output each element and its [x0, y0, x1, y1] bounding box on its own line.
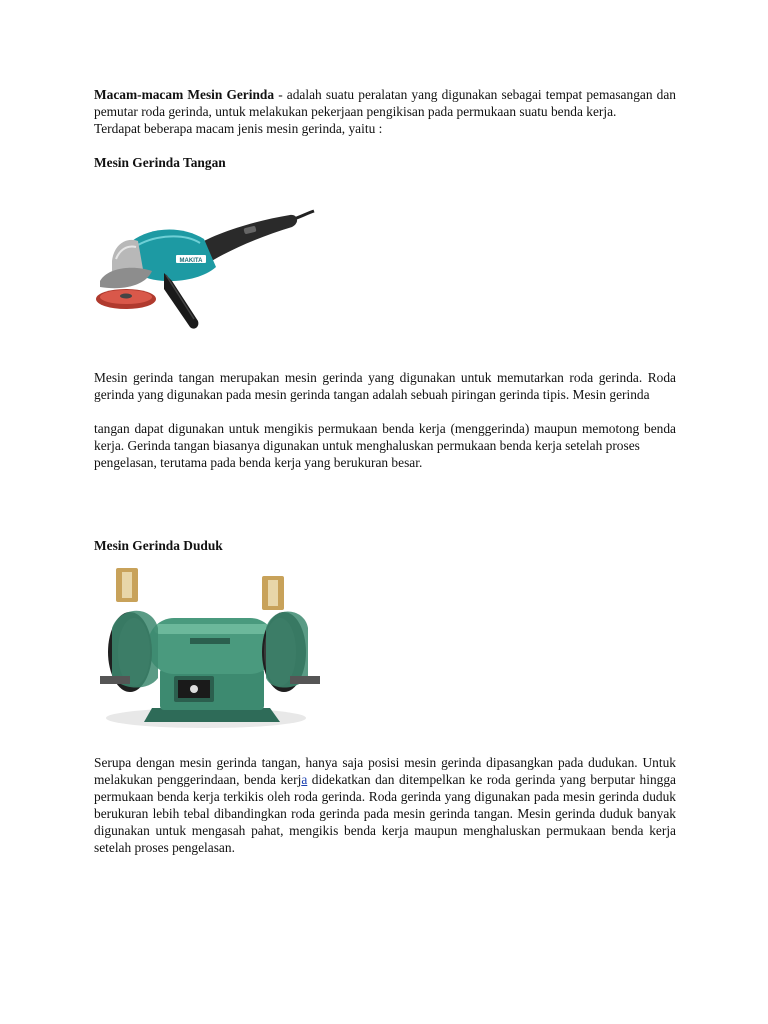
heading-gerinda-tangan: Mesin Gerinda Tangan	[94, 155, 226, 170]
duduk-paragraph	[94, 754, 676, 856]
duduk-text-a: Serupa dengan mesin gerinda tangan, hanya saja posisi mesin gerinda dipasangkan pada dudukan. Untuk melakukan penggerindaan, benda kerj	[94, 755, 676, 787]
bench-grinder-image	[94, 558, 676, 754]
duduk-inline-link[interactable]: a	[301, 772, 308, 787]
document-page	[94, 86, 676, 856]
angle-grinder-image	[94, 171, 676, 369]
intro-text: - adalah suatu peralatan yang digunakan sebagai tempat pemasangan dan pemutar roda gerinda, untuk melakukan pekerjaan pengikisan pada permukaan suatu benda kerja.	[94, 87, 676, 119]
brand-label: MAKITA	[179, 258, 203, 264]
tangan-paragraph-3: pengelasan, terutama pada benda kerja yang berukuran besar.	[94, 455, 423, 470]
tangan-paragraph-1: Mesin gerinda tangan merupakan mesin gerinda yang digunakan untuk memutarkan roda gerinda. Roda gerinda yang digunakan pada mesin gerinda tangan adalah sebuah piringan gerinda tipis. Mesin gerinda	[94, 370, 676, 402]
intro-paragraph	[94, 86, 676, 120]
heading-gerinda-duduk: Mesin Gerinda Duduk	[94, 538, 223, 553]
duduk-text-b: didekatkan dan ditempelkan ke roda gerinda yang berputar hingga permukaan benda kerja terkikis oleh roda gerinda. Roda gerinda yang digunakan pada mesin gerinda duduk berukuran lebih tebal dibandingkan roda gerinda pada mesin gerinda tangan. Mesin gerinda duduk banyak digunakan untuk mengasah pahat, mengikis benda kerja maupun menghaluskan permukaan benda kerja setelah proses pengelasan.	[94, 772, 676, 855]
intro-title: Macam-macam Mesin Gerinda	[94, 87, 275, 102]
intro-lead: Terdapat beberapa macam jenis mesin gerinda, yaitu :	[94, 121, 383, 136]
tangan-paragraph-2: tangan dapat digunakan untuk mengikis permukaan benda kerja (menggerinda) maupun memotong benda kerja. Gerinda tangan biasanya digunakan untuk menghaluskan permukaan benda kerja setelah proses	[94, 421, 676, 453]
